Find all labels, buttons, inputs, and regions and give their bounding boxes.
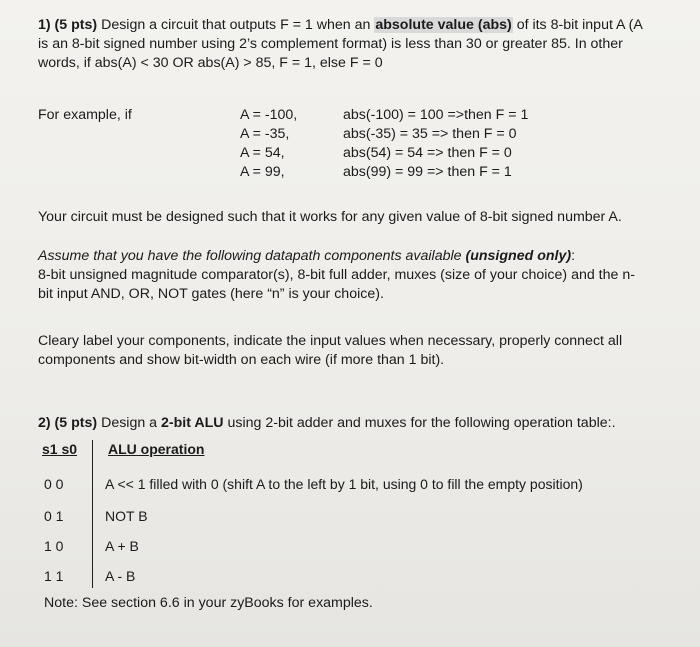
q2-text-b: using 2-bit adder and muxes for the following operation table:.: [223, 415, 616, 431]
table-divider: [92, 440, 93, 588]
q1-text-b: of its 8-bit input A (A: [512, 17, 643, 33]
q1-line-2: is an 8-bit signed number using 2’s complement format) is less than 30 or greater 85. In other: [38, 36, 623, 52]
components-line-1: 8-bit unsigned magnitude comparator(s), 8-bit full adder, muxes (size of your choice) and the n-: [38, 267, 635, 283]
table-row-2-select: 0 1: [44, 508, 64, 524]
q2-text-a: Design a: [97, 415, 162, 431]
table-header-select: s1 s0: [42, 441, 78, 457]
absolute-value-highlight: absolute value (abs): [375, 17, 512, 33]
q2-alu: 2-bit ALU: [161, 415, 224, 431]
assume-line: [38, 247, 575, 265]
table-header-operation: ALU operation: [108, 441, 205, 457]
components-line-2: bit input AND, OR, NOT gates (here “n” is your choice).: [38, 286, 384, 302]
example-label: For example, if: [38, 107, 132, 123]
example-a-2: A = -35,: [240, 126, 290, 142]
example-a-1: A = -100,: [240, 107, 298, 123]
table-row-2-op: NOT B: [105, 508, 148, 524]
table-row-1-select: 0 0: [44, 476, 64, 492]
label-line-2: components and show bit-width on each wire (if more than 1 bit).: [38, 352, 445, 368]
q1-line-1: [38, 16, 643, 34]
table-row-3-select: 1 0: [44, 538, 64, 554]
example-res-4: abs(99) = 99 => then F = 1: [343, 164, 512, 180]
q2-number: 2) (5 pts): [38, 415, 98, 431]
q1-number: 1) (5 pts): [38, 17, 98, 33]
label-line-1: Cleary label your components, indicate the input values when necessary, properly connect all: [38, 333, 623, 349]
example-a-4: A = 99,: [240, 164, 285, 180]
table-row-3-op: A + B: [105, 538, 139, 554]
unsigned-only: (unsigned only): [465, 248, 572, 264]
example-a-3: A = 54,: [240, 145, 285, 161]
example-res-1: abs(-100) = 100 =>then F = 1: [343, 107, 529, 123]
q2-line: [38, 414, 616, 432]
table-row-4-select: 1 1: [44, 568, 64, 584]
q2-note: Note: See section 6.6 in your zyBooks for examples.: [44, 595, 373, 611]
q1-line-3: words, if abs(A) < 30 OR abs(A) > 85, F = 1, else F = 0: [38, 55, 383, 71]
example-res-3: abs(54) = 54 => then F = 0: [343, 145, 512, 161]
example-res-2: abs(-35) = 35 => then F = 0: [343, 126, 517, 142]
q1-text-a: Design a circuit that outputs F = 1 when an: [97, 17, 375, 33]
table-row-4-op: A - B: [105, 568, 136, 584]
assume-italic: Assume that you have the following datapath components available: [38, 248, 466, 264]
table-row-1-op: A << 1 filled with 0 (shift A to the left by 1 bit, using 0 to fill the empty position): [105, 476, 583, 492]
assume-colon: :: [571, 248, 576, 264]
design-requirement: Your circuit must be designed such that it works for any given value of 8-bit signed number A.: [38, 209, 622, 225]
